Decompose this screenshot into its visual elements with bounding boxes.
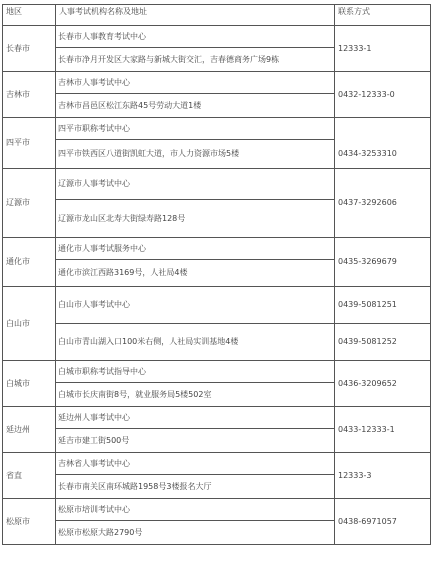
region-cell: 省直	[3, 453, 56, 499]
table-row	[3, 72, 431, 94]
table-row	[3, 499, 431, 521]
org-name: 长春市人事教育考试中心	[56, 26, 335, 48]
phone-cell: 0439-5081252	[335, 324, 431, 361]
org-name: 延边州人事考试中心	[56, 407, 335, 429]
phone-cell: 0439-5081251	[335, 287, 431, 324]
org-name: 白山市人事考试中心	[56, 287, 335, 324]
region-cell: 松原市	[3, 499, 56, 545]
table-row	[3, 238, 431, 260]
region-cell: 长春市	[3, 26, 56, 72]
phone-cell: 0432-12333-0	[335, 72, 431, 118]
phone-cell: 0438-6971057	[335, 499, 431, 545]
exam-office-table-wrapper	[2, 4, 430, 545]
phone-cell: 0436-3209652	[335, 361, 431, 407]
region-cell: 四平市	[3, 118, 56, 169]
header-org: 人事考试机构名称及地址	[56, 5, 335, 26]
org-name: 吉林省人事考试中心	[56, 453, 335, 475]
table-row	[3, 287, 431, 324]
table-row	[3, 26, 431, 48]
header-region: 地区	[3, 5, 56, 26]
org-name: 四平市职称考试中心	[56, 118, 335, 140]
region-cell: 白城市	[3, 361, 56, 407]
table-row	[3, 118, 431, 140]
table-row	[3, 169, 431, 200]
table-header-row	[3, 5, 431, 26]
phone-cell: 12333-1	[335, 26, 431, 72]
org-address: 松原市松原大路2790号	[56, 521, 335, 545]
region-cell: 延边州	[3, 407, 56, 453]
org-name: 通化市人事考试服务中心	[56, 238, 335, 260]
exam-office-table	[2, 4, 431, 545]
phone-cell: 0437-3292606	[335, 169, 431, 238]
table-row-address	[3, 324, 431, 361]
phone-cell: 0435-3269679	[335, 238, 431, 287]
org-address: 白山市青山湖入口100米右侧，人社局实训基地4楼	[56, 324, 335, 361]
org-name: 松原市培训考试中心	[56, 499, 335, 521]
org-name: 吉林市人事考试中心	[56, 72, 335, 94]
org-address: 吉林市昌邑区松江东路45号劳动大道1楼	[56, 94, 335, 118]
table-row	[3, 407, 431, 429]
org-address: 通化市滨江西路3169号，人社局4楼	[56, 260, 335, 287]
org-address: 长春市南关区南环城路1958号3楼报名大厅	[56, 475, 335, 499]
phone-cell: 12333-3	[335, 453, 431, 499]
region-cell: 白山市	[3, 287, 56, 361]
org-address: 白城市长庆南街8号，就业服务局5楼502室	[56, 383, 335, 407]
org-name: 白城市职称考试指导中心	[56, 361, 335, 383]
org-address: 辽源市龙山区北寿大街绿寿路128号	[56, 200, 335, 238]
phone-cell: 0433-12333-1	[335, 407, 431, 453]
org-address: 四平市铁西区八道街凯虹大道，市人力资源市场5楼	[56, 140, 335, 169]
table-row	[3, 361, 431, 383]
header-phone: 联系方式	[335, 5, 431, 26]
table-row	[3, 453, 431, 475]
region-cell: 吉林市	[3, 72, 56, 118]
region-cell: 通化市	[3, 238, 56, 287]
org-name: 辽源市人事考试中心	[56, 169, 335, 200]
phone-cell: 0434-3253310	[335, 118, 431, 169]
region-cell: 辽源市	[3, 169, 56, 238]
org-address: 延吉市建工街500号	[56, 429, 335, 453]
org-address: 长春市净月开发区大家路与新城大街交汇，吉春德商务广场9栋	[56, 48, 335, 72]
